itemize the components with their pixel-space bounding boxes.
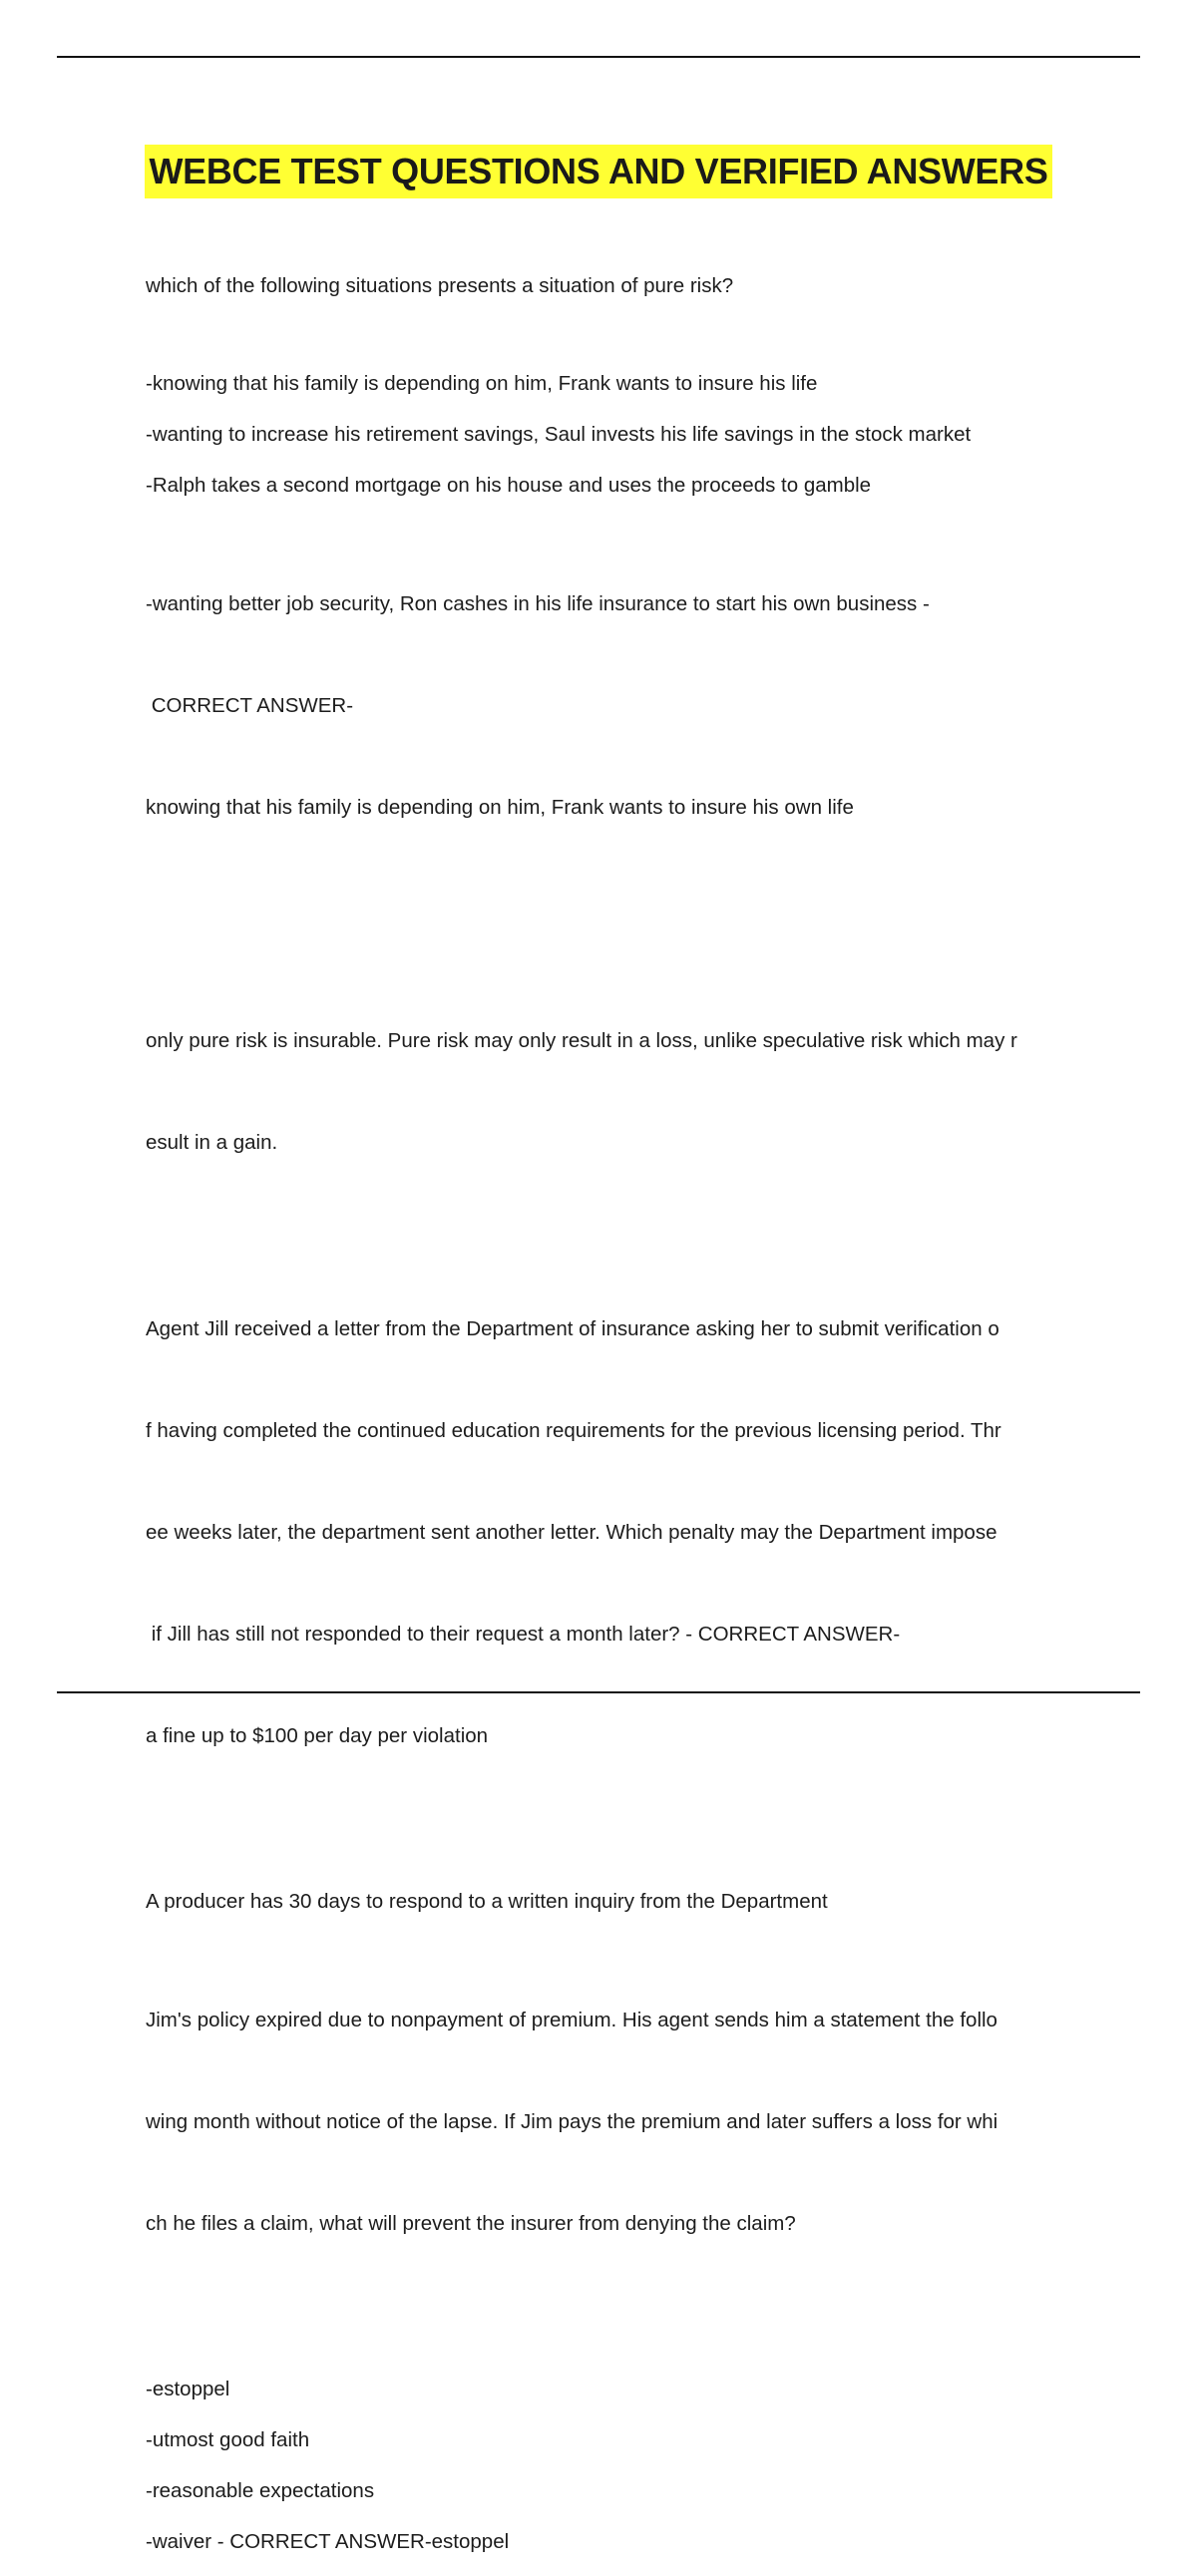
q3-line-1: Jim's policy expired due to nonpayment of premium. His agent sends him a statement the follo <box>146 2009 998 2031</box>
q1-explanation-line-1: only pure risk is insurable. Pure risk may only result in a loss, unlike speculative risk which may r <box>146 1029 1017 1052</box>
title-block <box>0 145 1197 198</box>
q3-line-2: wing month without notice of the lapse. If Jim pays the premium and later suffers a loss for whi <box>146 2110 998 2133</box>
question-3 <box>146 1936 1093 2309</box>
q3-option-3: -reasonable expectations <box>146 2479 375 2502</box>
q1-option-2: -wanting to increase his retirement savings, Saul invests his life savings in the stock market <box>146 423 972 446</box>
question-2 <box>146 1245 1093 1821</box>
q2-answer: a fine up to $100 per day per violation <box>146 1724 489 1747</box>
document-body <box>146 269 1093 2576</box>
top-rule <box>57 56 1140 58</box>
q1-correct-label: CORRECT ANSWER- <box>146 694 354 717</box>
q2-line-2: f having completed the continued education requirements for the previous licensing period. Thr <box>146 1419 1001 1442</box>
q1-explanation <box>146 956 1093 1228</box>
q3-option-2: -utmost good faith <box>146 2428 310 2451</box>
q1-explanation-line-2: esult in a gain. <box>146 1131 278 1154</box>
q1-answer: knowing that his family is depending on him, Frank wants to insure his own life <box>146 796 854 819</box>
question-1: which of the following situations presents a situation of pure risk? <box>146 274 734 297</box>
q2-line-4: if Jill has still not responded to their request a month later? - CORRECT ANSWER- <box>146 1623 901 1646</box>
q3-line-3: ch he files a claim, what will prevent the insurer from denying the claim? <box>146 2212 796 2235</box>
q1-option-4-block <box>146 520 1093 893</box>
q3-option-4: -waiver - CORRECT ANSWER-estoppel <box>146 2530 510 2553</box>
q3-option-1: -estoppel <box>146 2378 230 2400</box>
q1-option-4: -wanting better job security, Ron cashes in his life insurance to start his own business - <box>146 592 930 615</box>
document-title: WEBCE TEST QUESTIONS AND VERIFIED ANSWERS <box>145 145 1051 198</box>
bottom-rule <box>57 1691 1140 1693</box>
q2-explanation: A producer has 30 days to respond to a written inquiry from the Department <box>146 1890 828 1913</box>
q1-option-3: -Ralph takes a second mortgage on his house and uses the proceeds to gamble <box>146 474 872 497</box>
q2-line-1: Agent Jill received a letter from the Department of insurance asking her to submit verification o <box>146 1317 999 1340</box>
q2-line-3: ee weeks later, the department sent another letter. Which penalty may the Department impose <box>146 1521 998 1544</box>
q1-option-1: -knowing that his family is depending on him, Frank wants to insure his life <box>146 372 818 395</box>
